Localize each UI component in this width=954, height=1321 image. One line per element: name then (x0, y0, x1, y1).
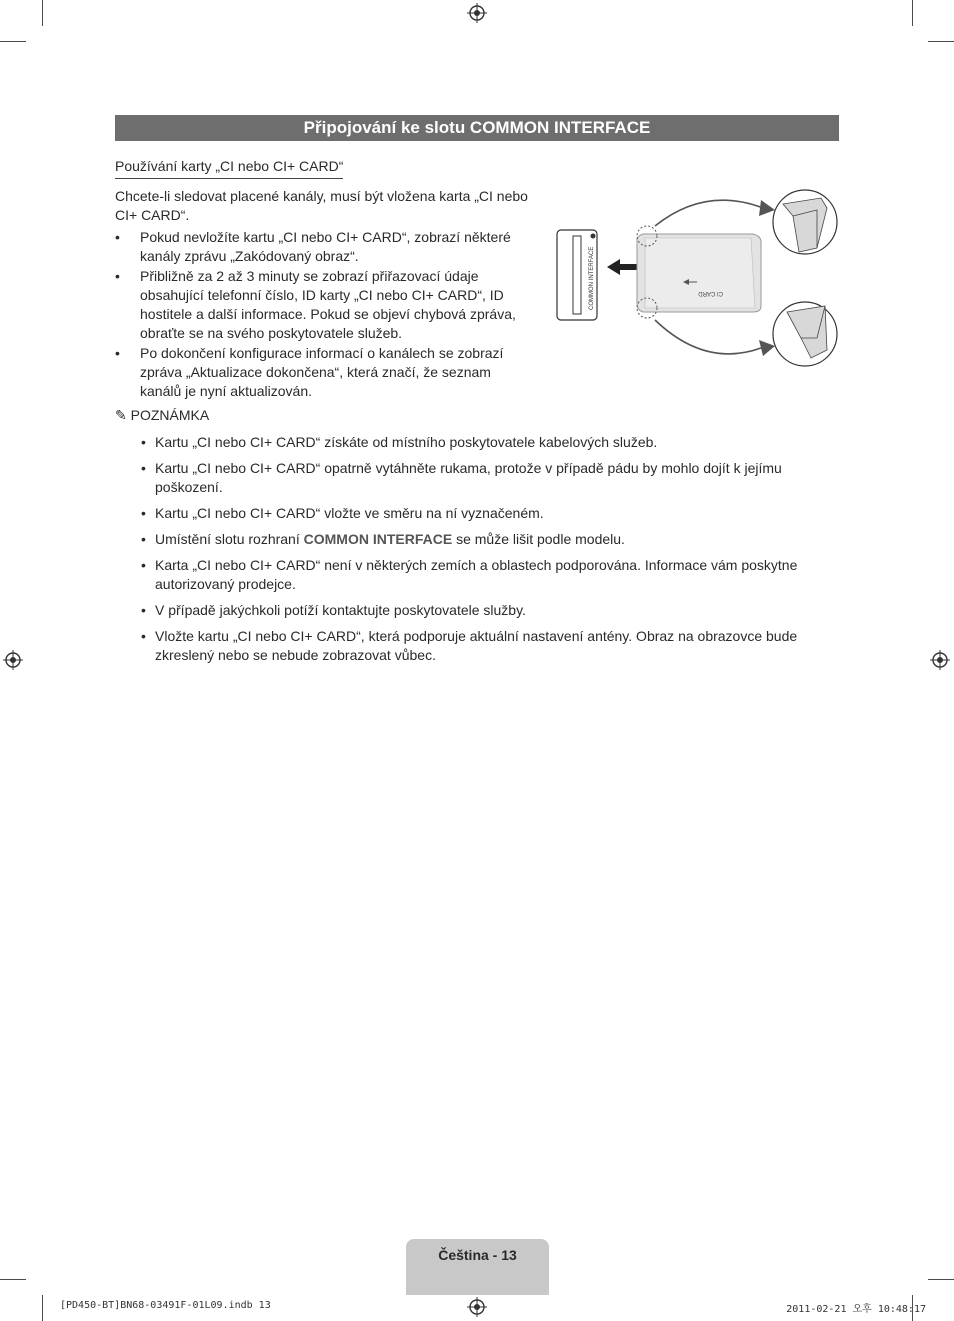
crop-mark (42, 0, 43, 26)
list-item: • V případě jakýchkoli potíží kontaktujte poskytovatele služby. (141, 602, 526, 618)
slot-marker-icon (591, 234, 596, 239)
note-list (141, 433, 841, 672)
list-item: • Karta „CI nebo CI+ CARD“ není v některých zemích a oblastech podporována. Informace vám poskytne autorizovaný prodejce. (141, 557, 798, 592)
registration-mark-icon (930, 650, 950, 670)
registration-mark-icon (3, 650, 23, 670)
list-item: • Kartu „CI nebo CI+ CARD“ opatrně vytáhněte rukama, protože v případě pádu by mohlo dojít k jejímu poškození. (141, 460, 782, 495)
subheading: Používání karty „CI nebo CI+ CARD“ (115, 158, 343, 179)
list-item: • Umístění slotu rozhraní COMMON INTERFACE se může lišit podle modelu. (141, 531, 625, 547)
crop-mark (0, 1279, 26, 1280)
slot-label: COMMON INTERFACE (589, 246, 595, 310)
crop-mark (928, 1279, 954, 1280)
footer-file-info: [PD450-BT]BN68-03491F-01L09.indb 13 (60, 1300, 271, 1311)
emphasis: COMMON INTERFACE (303, 531, 453, 547)
bullet-icon: • (141, 602, 146, 618)
section-title-bar: Připojování ke slotu COMMON INTERFACE (115, 115, 839, 141)
crop-mark (928, 41, 954, 42)
bullet-icon: • (115, 229, 120, 245)
list-item: • Kartu „CI nebo CI+ CARD“ vložte ve směru na ní vyznačeném. (141, 505, 544, 521)
note-heading (115, 406, 209, 425)
bullet-icon: • (141, 628, 146, 644)
card-label: CI CARD (698, 290, 723, 296)
intro-paragraph: Chcete-li sledovat placené kanály, musí být vložena karta „CI nebo CI+ CARD“. (115, 188, 528, 223)
pencil-icon: ✎ (115, 407, 127, 423)
list-item: • Pokud nevložíte kartu „CI nebo CI+ CARD“, zobrazí některé kanály zprávu „Zakódovaný obraz“. (115, 229, 511, 264)
bullet-icon: • (141, 460, 146, 476)
crop-mark (42, 1295, 43, 1321)
bullet-icon: • (141, 531, 146, 547)
bullet-list (115, 228, 535, 402)
insert-arrow-icon (607, 259, 637, 275)
bullet-icon: • (115, 268, 120, 284)
bullet-icon: • (115, 345, 120, 361)
list-item: • Kartu „CI nebo CI+ CARD“ získáte od místního poskytovatele kabelových služeb. (141, 434, 658, 450)
list-item: • Přibližně za 2 až 3 minuty se zobrazí přiřazovací údaje obsahující telefonní číslo, ID karty „CI nebo CI+ CARD“, ID hostitele a další informace. Pokud se objeví chybová zpráva, obraťte se na svého poskytovatele služeb. (115, 268, 516, 341)
note-label: POZNÁMKA (130, 407, 210, 423)
page-number-tab: Čeština - 13 (406, 1239, 549, 1295)
registration-mark-icon (467, 1297, 487, 1317)
bullet-icon: • (141, 434, 146, 450)
list-item: • Po dokončení konfigurace informací o kanálech se zobrazí zpráva „Aktualizace dokončena“, která značí, že seznam kanálů je nyní aktualizován. (115, 345, 504, 399)
bullet-icon: • (141, 505, 146, 521)
crop-mark (912, 0, 913, 26)
footer-date-info: 2011-02-21 오후 10:48:17 (786, 1304, 926, 1315)
bullet-icon: • (141, 557, 146, 573)
list-item: • Vložte kartu „CI nebo CI+ CARD“, která podporuje aktuální nastavení antény. Obraz na obrazovce bude zkreslený nebo se nebude zobrazovat vůbec. (141, 628, 798, 663)
registration-mark-icon (467, 3, 487, 23)
ci-card-insertion-illustration (555, 188, 840, 378)
crop-mark (0, 41, 26, 42)
